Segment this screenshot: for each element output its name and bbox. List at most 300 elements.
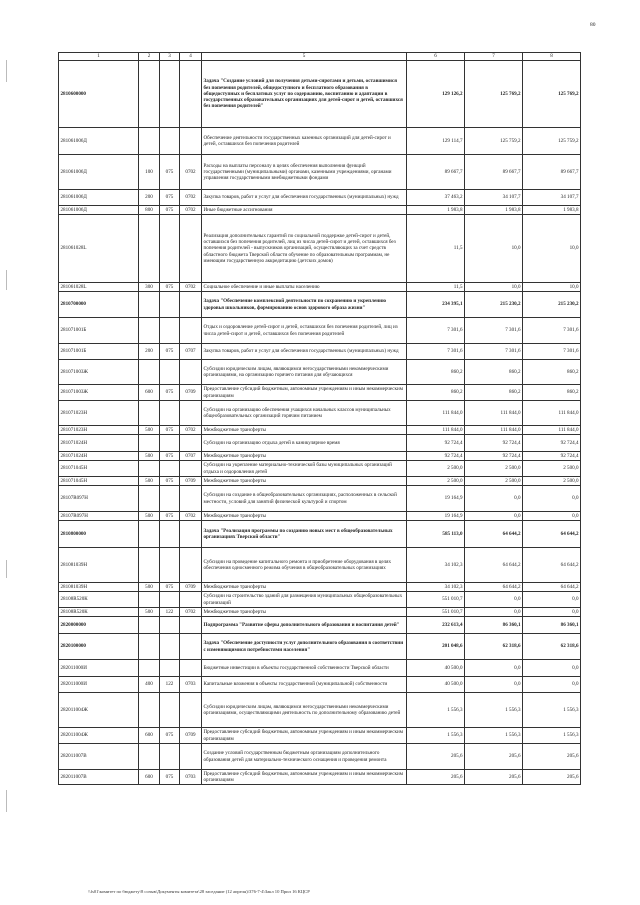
row-section	[180, 693, 202, 728]
row-ministry: 075	[160, 385, 180, 401]
row-description: Иные бюджетные ассигнования	[202, 206, 407, 215]
row-ministry	[160, 360, 180, 385]
row-amount-col8: 1 556,3	[523, 693, 581, 728]
row-description: Создание условий государственным бюджетным организациям дополнительного образования детей для материально-технического оснащения и проведения ремонта	[202, 744, 407, 770]
row-ministry	[160, 128, 180, 155]
row-ministry: 075	[160, 583, 180, 592]
row-section: 0709	[180, 728, 202, 744]
header-cell: 5	[202, 53, 407, 61]
row-expense-type	[139, 744, 160, 770]
budget-table	[58, 52, 581, 785]
row-amount-col7: 111 844,0	[465, 426, 523, 435]
row-amount-col6: 860,2	[407, 385, 465, 401]
row-code: 28107R097Н	[59, 512, 139, 521]
row-code: 2810700000	[59, 292, 139, 318]
row-section	[180, 548, 202, 583]
row-expense-type	[139, 592, 160, 608]
row-amount-col6: 11,5	[407, 215, 465, 283]
row-code: 2820100000	[59, 634, 139, 660]
row-amount-col8: 111 844,0	[523, 426, 581, 435]
row-ministry	[160, 435, 180, 452]
row-ministry	[160, 660, 180, 677]
row-amount-col8: 92 724,4	[523, 452, 581, 461]
row-code: 281061006Д	[59, 128, 139, 155]
row-code: 281071001Б	[59, 344, 139, 360]
row-amount-col8: 125 769,2	[523, 61, 581, 128]
row-section	[180, 486, 202, 512]
row-code: 281061028L	[59, 215, 139, 283]
table-row	[59, 61, 581, 128]
row-section: 0702	[180, 512, 202, 521]
row-amount-col8: 7 301,6	[523, 344, 581, 360]
row-section: 0709	[180, 385, 202, 401]
row-amount-col7: 215 230,2	[465, 292, 523, 318]
table-row	[59, 206, 581, 215]
row-amount-col7: 7 301,6	[465, 318, 523, 344]
row-code: 282011000И	[59, 677, 139, 693]
row-section	[180, 592, 202, 608]
row-amount-col7: 64 644,2	[465, 548, 523, 583]
header-cell: 8	[523, 53, 581, 61]
row-code: 281071023Н	[59, 426, 139, 435]
header-cell: 6	[407, 53, 465, 61]
header-cell: 7	[465, 53, 523, 61]
row-amount-col6: 2 500,0	[407, 461, 465, 477]
row-amount-col6: 205,6	[407, 770, 465, 785]
row-amount-col7: 10,0	[465, 215, 523, 283]
row-ministry: 075	[160, 770, 180, 785]
row-ministry	[160, 61, 180, 128]
row-section	[180, 744, 202, 770]
row-amount-col8: 62 318,6	[523, 634, 581, 660]
row-code: 2820000000	[59, 617, 139, 634]
row-amount-col7: 64 644,2	[465, 521, 523, 548]
row-code: 2810600000	[59, 61, 139, 128]
row-code: 281071001Б	[59, 318, 139, 344]
row-amount-col7: 0,0	[465, 592, 523, 608]
row-amount-col7: 0,0	[465, 512, 523, 521]
row-code: 282011004Ж	[59, 693, 139, 728]
row-description: Межбюджетные трансферты	[202, 452, 407, 461]
table-row	[59, 283, 581, 292]
row-amount-col7: 0,0	[465, 660, 523, 677]
row-amount-col8: 64 644,2	[523, 548, 581, 583]
row-amount-col8: 2 500,0	[523, 477, 581, 486]
row-amount-col6: 2 500,0	[407, 477, 465, 486]
row-code: 2810800000	[59, 521, 139, 548]
row-amount-col8: 92 724,4	[523, 435, 581, 452]
table-row	[59, 215, 581, 283]
row-amount-col7: 1 983,8	[465, 206, 523, 215]
row-description: Закупка товаров, работ и услуг для обеспечения государственных (муниципальных) нужд	[202, 190, 407, 206]
row-ministry	[160, 744, 180, 770]
row-section	[180, 617, 202, 634]
row-ministry: 075	[160, 477, 180, 486]
row-description: Расходы на выплаты персоналу в целях обеспечения выполнения функций государственными (муниципальными) органами, казенными учреждениями, органами управления государственными внебюджетными фондами	[202, 155, 407, 190]
row-expense-type	[139, 634, 160, 660]
header-cell: 4	[180, 53, 202, 61]
row-amount-col6: 92 724,4	[407, 452, 465, 461]
row-ministry: 075	[160, 190, 180, 206]
row-expense-type: 200	[139, 344, 160, 360]
row-ministry: 075	[160, 155, 180, 190]
row-ministry	[160, 548, 180, 583]
table-row	[59, 190, 581, 206]
row-section	[180, 401, 202, 426]
row-description: Субсидии юридическим лицам, являющимся негосударственными некоммерческими организациями, на организацию горячего питания для обучающихся	[202, 360, 407, 385]
header-row	[59, 53, 581, 61]
row-amount-col8: 205,6	[523, 770, 581, 785]
row-ministry: 122	[160, 677, 180, 693]
table-row	[59, 360, 581, 385]
row-amount-col6: 111 844,0	[407, 426, 465, 435]
row-amount-col6: 40 500,0	[407, 677, 465, 693]
table-row	[59, 344, 581, 360]
row-amount-col8: 64 644,2	[523, 521, 581, 548]
row-ministry	[160, 486, 180, 512]
row-description: Реализация дополнительных гарантий по социальной поддержке детей-сирот и детей, оставшихся без попечения родителей, лиц из числа детей-сирот и детей, оставшихся без попечения родителей - выпускников организаций, осуществляющих за счет средств областного бюджета Тверской области обучение по образовательным программам, не имеющим государственную аккредитацию (детских домов)	[202, 215, 407, 283]
header-cell: 1	[59, 53, 139, 61]
row-section: 0703	[180, 770, 202, 785]
row-amount-col7: 1 556,3	[465, 693, 523, 728]
row-expense-type	[139, 486, 160, 512]
row-amount-col8: 205,6	[523, 744, 581, 770]
table-row	[59, 401, 581, 426]
row-amount-col6: 205,6	[407, 744, 465, 770]
table-row	[59, 452, 581, 461]
file-path-footer: \\fs01\комитет по бюджету\8 созыв\Документы комитета\28 заседание (12 апреля)\376-7-4\Закл 10 Прил 16 КЦСР	[88, 889, 310, 894]
row-amount-col6: 551 010,7	[407, 592, 465, 608]
row-amount-col8: 0,0	[523, 608, 581, 617]
row-section	[180, 128, 202, 155]
row-amount-col6: 7 301,6	[407, 344, 465, 360]
row-amount-col6: 89 667,7	[407, 155, 465, 190]
table-row	[59, 435, 581, 452]
row-amount-col7: 205,6	[465, 770, 523, 785]
row-section: 0707	[180, 452, 202, 461]
row-amount-col6: 585 113,0	[407, 521, 465, 548]
row-amount-col8: 0,0	[523, 592, 581, 608]
row-amount-col8: 0,0	[523, 677, 581, 693]
row-description: Предоставление субсидий бюджетным, автономным учреждениям и иным некоммерческим организациям	[202, 728, 407, 744]
row-expense-type	[139, 660, 160, 677]
table-row	[59, 512, 581, 521]
row-description: Субсидии на строительство зданий для размещения муниципальных общеобразовательных организаций	[202, 592, 407, 608]
row-section: 0709	[180, 477, 202, 486]
row-ministry: 075	[160, 512, 180, 521]
row-description: Субсидии на укрепление материально-технической базы муниципальных организаций отдыха и оздоровления детей	[202, 461, 407, 477]
row-ministry: 075	[160, 344, 180, 360]
row-ministry	[160, 292, 180, 318]
row-ministry	[160, 215, 180, 283]
row-description: Субсидии на создание в общеобразовательных организациях, расположенных в сельской местности, условий для занятий физической культурой и спортом	[202, 486, 407, 512]
row-amount-col6: 19 164,9	[407, 512, 465, 521]
row-description: Предоставление субсидий бюджетным, автономным учреждениям и иным некоммерческим организациям	[202, 385, 407, 401]
row-expense-type: 500	[139, 512, 160, 521]
table-row	[59, 583, 581, 592]
row-amount-col8: 125 759,2	[523, 128, 581, 155]
row-section	[180, 215, 202, 283]
row-amount-col7: 89 667,7	[465, 155, 523, 190]
row-section: 0702	[180, 608, 202, 617]
row-expense-type: 200	[139, 190, 160, 206]
row-amount-col7: 86 360,1	[465, 617, 523, 634]
row-description: Закупка товаров, работ и услуг для обеспечения государственных (муниципальных) нужд	[202, 344, 407, 360]
row-amount-col6: 34 102,3	[407, 583, 465, 592]
row-expense-type	[139, 548, 160, 583]
table-row	[59, 292, 581, 318]
table-row	[59, 608, 581, 617]
row-expense-type: 600	[139, 728, 160, 744]
row-amount-col7: 62 318,6	[465, 634, 523, 660]
row-code: 281081039Н	[59, 548, 139, 583]
row-code: 28108R520К	[59, 592, 139, 608]
row-amount-col8: 64 644,2	[523, 583, 581, 592]
row-description: Обеспечение деятельности государственных казенных организаций для детей-сирот и детей, оставшихся без попечения родителей	[202, 128, 407, 155]
row-amount-col8: 2 500,0	[523, 461, 581, 477]
row-expense-type	[139, 461, 160, 477]
row-code: 28107R097Н	[59, 486, 139, 512]
row-expense-type: 500	[139, 452, 160, 461]
row-amount-col8: 34 107,7	[523, 190, 581, 206]
row-expense-type	[139, 693, 160, 728]
row-amount-col8: 860,2	[523, 385, 581, 401]
row-section: 0707	[180, 344, 202, 360]
row-code: 282011004Ж	[59, 728, 139, 744]
row-section	[180, 292, 202, 318]
row-code: 281071045Н	[59, 461, 139, 477]
row-amount-col6: 37 463,2	[407, 190, 465, 206]
row-expense-type: 100	[139, 155, 160, 190]
row-amount-col6: 19 164,9	[407, 486, 465, 512]
row-amount-col6: 860,2	[407, 360, 465, 385]
table-row	[59, 770, 581, 785]
row-section	[180, 521, 202, 548]
row-description: Отдых и оздоровление детей-сирот и детей, оставшихся без попечения родителей, лиц из числа детей-сирот и детей, оставшихся без попечения родителей	[202, 318, 407, 344]
row-expense-type: 800	[139, 206, 160, 215]
row-amount-col7: 64 644,2	[465, 583, 523, 592]
row-description: Субсидии на организацию отдыха детей в каникулярное время	[202, 435, 407, 452]
table-row	[59, 728, 581, 744]
row-code: 282011007В	[59, 744, 139, 770]
row-section: 0702	[180, 426, 202, 435]
row-amount-col7: 125 769,2	[465, 61, 523, 128]
row-ministry	[160, 617, 180, 634]
row-code: 281061028L	[59, 283, 139, 292]
row-amount-col6: 232 613,4	[407, 617, 465, 634]
row-amount-col7: 34 107,7	[465, 190, 523, 206]
table-row	[59, 486, 581, 512]
row-section: 0709	[180, 583, 202, 592]
row-amount-col6: 1 556,3	[407, 693, 465, 728]
row-expense-type: 400	[139, 677, 160, 693]
row-amount-col7: 7 301,6	[465, 344, 523, 360]
row-amount-col7: 860,2	[465, 385, 523, 401]
table-row	[59, 677, 581, 693]
table-row	[59, 693, 581, 728]
table-row	[59, 592, 581, 608]
row-amount-col7: 92 724,4	[465, 435, 523, 452]
row-code: 281071003Ж	[59, 385, 139, 401]
row-amount-col7: 10,0	[465, 283, 523, 292]
row-section	[180, 61, 202, 128]
row-amount-col6: 129 126,2	[407, 61, 465, 128]
row-amount-col7: 92 724,4	[465, 452, 523, 461]
row-section	[180, 435, 202, 452]
row-code: 281061006Д	[59, 206, 139, 215]
row-code: 281061006Д	[59, 190, 139, 206]
row-expense-type	[139, 360, 160, 385]
row-amount-col7: 2 500,0	[465, 461, 523, 477]
row-description: Подпрограмма "Развитие сферы дополнительного образования и воспитания детей"	[202, 617, 407, 634]
row-ministry	[160, 693, 180, 728]
row-expense-type: 600	[139, 770, 160, 785]
row-code: 281071003Ж	[59, 360, 139, 385]
row-section	[180, 318, 202, 344]
row-section: 0702	[180, 283, 202, 292]
row-ministry	[160, 318, 180, 344]
row-description: Межбюджетные трансферты	[202, 512, 407, 521]
row-description: Межбюджетные трансферты	[202, 477, 407, 486]
row-amount-col8: 860,2	[523, 360, 581, 385]
row-description: Субсидии на организацию обеспечения учащихся начальных классов муниципальных общеобразовательных организаций горячим питанием	[202, 401, 407, 426]
row-section: 0702	[180, 206, 202, 215]
row-ministry	[160, 521, 180, 548]
row-ministry: 075	[160, 206, 180, 215]
row-ministry: 075	[160, 728, 180, 744]
row-amount-col8: 86 360,1	[523, 617, 581, 634]
row-amount-col6: 7 301,6	[407, 318, 465, 344]
table-row	[59, 744, 581, 770]
row-section: 0702	[180, 155, 202, 190]
row-amount-col7: 0,0	[465, 608, 523, 617]
table-row	[59, 128, 581, 155]
row-section	[180, 360, 202, 385]
row-amount-col8: 0,0	[523, 660, 581, 677]
row-expense-type	[139, 521, 160, 548]
row-expense-type	[139, 617, 160, 634]
row-ministry	[160, 461, 180, 477]
table-row	[59, 634, 581, 660]
table-row	[59, 461, 581, 477]
row-expense-type: 500	[139, 583, 160, 592]
row-code: 281071023Н	[59, 401, 139, 426]
row-amount-col6: 551 010,7	[407, 608, 465, 617]
row-ministry: 122	[160, 608, 180, 617]
row-amount-col6: 111 844,0	[407, 401, 465, 426]
row-amount-col8: 0,0	[523, 486, 581, 512]
row-amount-col6: 11,5	[407, 283, 465, 292]
row-amount-col6: 92 724,4	[407, 435, 465, 452]
row-section	[180, 660, 202, 677]
row-description: Субсидии юридическим лицам, являющимся негосударственными некоммерческими организациями, осуществляющими деятельность по дополнительному образованию детей	[202, 693, 407, 728]
table-row	[59, 617, 581, 634]
header-cell: 2	[139, 53, 160, 61]
page-number: 80	[590, 22, 596, 28]
row-section: 0702	[180, 190, 202, 206]
row-amount-col6: 201 048,6	[407, 634, 465, 660]
row-expense-type	[139, 401, 160, 426]
row-section: 0703	[180, 677, 202, 693]
row-amount-col7: 111 844,0	[465, 401, 523, 426]
row-amount-col6: 129 114,7	[407, 128, 465, 155]
row-expense-type: 500	[139, 608, 160, 617]
row-code: 28108R520К	[59, 608, 139, 617]
row-amount-col8: 10,0	[523, 283, 581, 292]
row-description: Межбюджетные трансферты	[202, 583, 407, 592]
row-description: Задача "Обеспечение комплексной деятельности по сохранению и укреплению здоровья школьников, формированию основ здорового образа жизни"	[202, 292, 407, 318]
row-amount-col8: 1 556,3	[523, 728, 581, 744]
row-ministry	[160, 592, 180, 608]
row-amount-col8: 89 667,7	[523, 155, 581, 190]
row-ministry	[160, 634, 180, 660]
row-description: Предоставление субсидий бюджетным, автономным учреждениям и иным некоммерческим организациям	[202, 770, 407, 785]
row-description: Задача "Создание условий для получения детьми-сиротами и детьми, оставшимися без попечения родителей, общедоступного и бесплатного образования в общедоступных и бесплатных услуг по содержанию, воспитанию и адаптации в государственных образовательных организациях для детей-сирот и детей, оставшихся без попечения родителей"	[202, 61, 407, 128]
row-description: Субсидии на проведение капитального ремонта и приобретение оборудования в целях обеспечения односменного режима обучения в общеобразовательных организациях	[202, 548, 407, 583]
row-amount-col6: 40 500,0	[407, 660, 465, 677]
table-row	[59, 155, 581, 190]
row-amount-col6: 1 983,8	[407, 206, 465, 215]
row-description: Капитальные вложения в объекты государственной (муниципальной) собственности	[202, 677, 407, 693]
row-amount-col8: 10,0	[523, 215, 581, 283]
row-description: Задача "Обеспечение доступности услуг дополнительного образования в соответствии с изменяющимися потребностями населения"	[202, 634, 407, 660]
row-amount-col6: 34 102,3	[407, 548, 465, 583]
row-code: 281061006Д	[59, 155, 139, 190]
row-code: 281071024Н	[59, 435, 139, 452]
row-amount-col7: 0,0	[465, 486, 523, 512]
row-expense-type: 600	[139, 385, 160, 401]
row-code: 281071045Н	[59, 477, 139, 486]
table-row	[59, 477, 581, 486]
row-expense-type	[139, 318, 160, 344]
row-ministry: 075	[160, 283, 180, 292]
row-code: 282011000И	[59, 660, 139, 677]
row-ministry: 075	[160, 426, 180, 435]
row-amount-col6: 1 556,3	[407, 728, 465, 744]
row-code: 281071024Н	[59, 452, 139, 461]
row-expense-type: 500	[139, 477, 160, 486]
row-ministry	[160, 401, 180, 426]
row-expense-type	[139, 61, 160, 128]
row-amount-col8: 215 230,2	[523, 292, 581, 318]
row-expense-type: 300	[139, 283, 160, 292]
row-expense-type	[139, 292, 160, 318]
row-amount-col8: 0,0	[523, 512, 581, 521]
row-code: 282011007В	[59, 770, 139, 785]
row-amount-col6: 234 395,1	[407, 292, 465, 318]
row-expense-type	[139, 128, 160, 155]
header-cell: 3	[160, 53, 180, 61]
row-amount-col7: 0,0	[465, 677, 523, 693]
row-amount-col8: 111 844,0	[523, 401, 581, 426]
row-expense-type	[139, 215, 160, 283]
row-amount-col8: 1 983,8	[523, 206, 581, 215]
row-description: Задача "Реализация программы по созданию новых мест в общеобразовательных организациях Тверской области"	[202, 521, 407, 548]
row-expense-type: 500	[139, 426, 160, 435]
row-amount-col7: 125 759,2	[465, 128, 523, 155]
row-description: Социальное обеспечение и иные выплаты населению	[202, 283, 407, 292]
row-section	[180, 461, 202, 477]
table-row	[59, 426, 581, 435]
row-amount-col7: 2 500,0	[465, 477, 523, 486]
table-row	[59, 660, 581, 677]
table-row	[59, 385, 581, 401]
row-code: 281081039Н	[59, 583, 139, 592]
table-row	[59, 318, 581, 344]
row-amount-col8: 7 301,6	[523, 318, 581, 344]
row-description: Межбюджетные трансферты	[202, 426, 407, 435]
table-row	[59, 548, 581, 583]
